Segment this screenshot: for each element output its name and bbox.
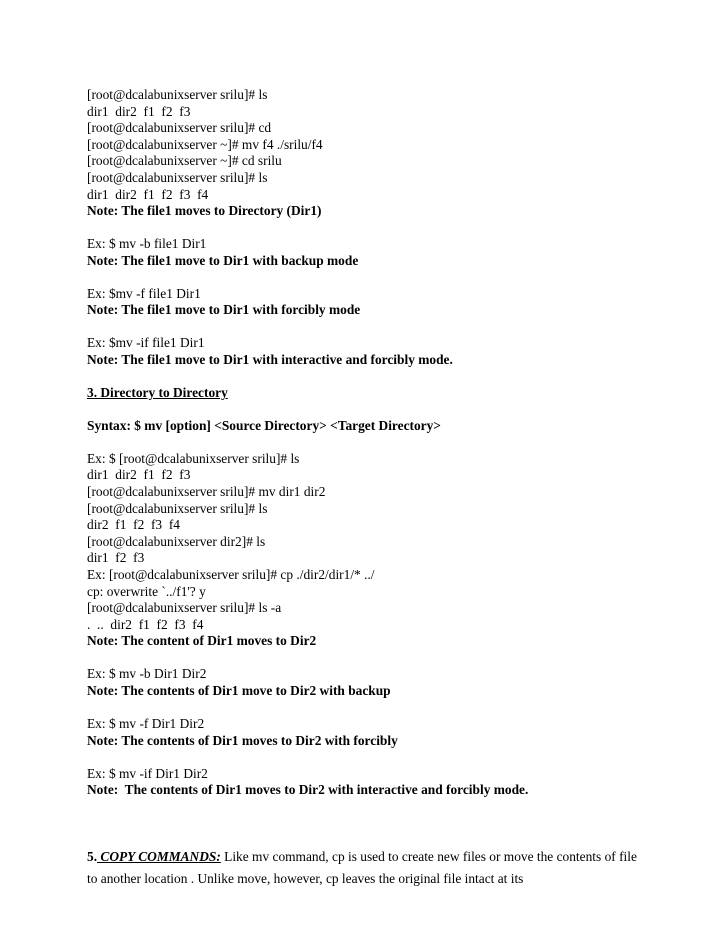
terminal-line: [root@dcalabunixserver srilu]# ls xyxy=(87,500,268,516)
terminal-line: [root@dcalabunixserver srilu]# ls xyxy=(87,169,268,185)
note-backup: Note: The file1 move to Dir1 with backup mode xyxy=(87,252,359,268)
example-dir-force: Ex: $ mv -f Dir1 Dir2 xyxy=(87,715,205,731)
section-3-heading: 3. Directory to Directory xyxy=(87,384,228,400)
terminal-line: [root@dcalabunixserver ~]# cd srilu xyxy=(87,153,282,169)
terminal-block-2 xyxy=(87,451,687,634)
terminal-line: cp: overwrite `../f1'? y xyxy=(87,583,206,599)
note-dir-interactive: Note: The contents of Dir1 moves to Dir2 with interactive and forcibly mode. xyxy=(87,782,529,798)
example-dir-backup: Ex: $ mv -b Dir1 Dir2 xyxy=(87,666,207,682)
terminal-line: [root@dcalabunixserver srilu]# ls xyxy=(87,87,268,102)
terminal-block-1 xyxy=(87,87,687,203)
terminal-line: [root@dcalabunixserver srilu]# mv dir1 dir2 xyxy=(87,484,326,500)
example-dir-interactive: Ex: $ mv -if Dir1 Dir2 xyxy=(87,765,208,781)
note-dir-force: Note: The contents of Dir1 moves to Dir2 with forcibly xyxy=(87,732,398,748)
terminal-line: [root@dcalabunixserver dir2]# ls xyxy=(87,533,266,549)
document-page xyxy=(87,87,687,890)
terminal-line: dir2 f1 f2 f3 f4 xyxy=(87,517,180,533)
note-interactive: Note: The file1 move to Dir1 with interactive and forcibly mode. xyxy=(87,351,453,367)
terminal-line: . .. dir2 f1 f2 f3 f4 xyxy=(87,616,204,632)
terminal-line: [root@dcalabunixserver srilu]# cd xyxy=(87,120,272,136)
note-dir-backup: Note: The contents of Dir1 move to Dir2 with backup xyxy=(87,682,391,698)
terminal-line: Ex: [root@dcalabunixserver srilu]# cp ./dir2/dir1/* ../ xyxy=(87,567,375,582)
section-5-heading: COPY COMMANDS: xyxy=(97,849,221,865)
note-file-moves: Note: The file1 moves to Directory (Dir1) xyxy=(87,203,322,219)
terminal-line: [root@dcalabunixserver ~]# mv f4 ./srilu/f4 xyxy=(87,136,323,152)
note-dir-content: Note: The content of Dir1 moves to Dir2 xyxy=(87,633,317,649)
terminal-line: dir1 dir2 f1 f2 f3 xyxy=(87,467,191,483)
note-force: Note: The file1 move to Dir1 with forcibly mode xyxy=(87,302,361,318)
terminal-line: [root@dcalabunixserver srilu]# ls -a xyxy=(87,600,282,616)
example-interactive: Ex: $mv -if file1 Dir1 xyxy=(87,335,205,351)
terminal-line: dir1 dir2 f1 f2 f3 f4 xyxy=(87,186,209,202)
section-5-body: Like mv command, cp is used to create new files or move the contents of file to another location . Unlike move, however, cp leaves the original file intact at its xyxy=(87,849,637,887)
example-force: Ex: $mv -f file1 Dir1 xyxy=(87,285,201,301)
syntax-line: Syntax: $ mv [option] <Source Directory> <Target Directory> xyxy=(87,417,441,433)
terminal-line: dir1 f2 f3 xyxy=(87,550,145,566)
section-5-number: 5. xyxy=(87,849,98,865)
section-5-paragraph xyxy=(87,846,647,890)
example-backup: Ex: $ mv -b file1 Dir1 xyxy=(87,236,207,252)
terminal-line: dir1 dir2 f1 f2 f3 xyxy=(87,103,191,119)
terminal-line: Ex: $ [root@dcalabunixserver srilu]# ls xyxy=(87,450,300,466)
